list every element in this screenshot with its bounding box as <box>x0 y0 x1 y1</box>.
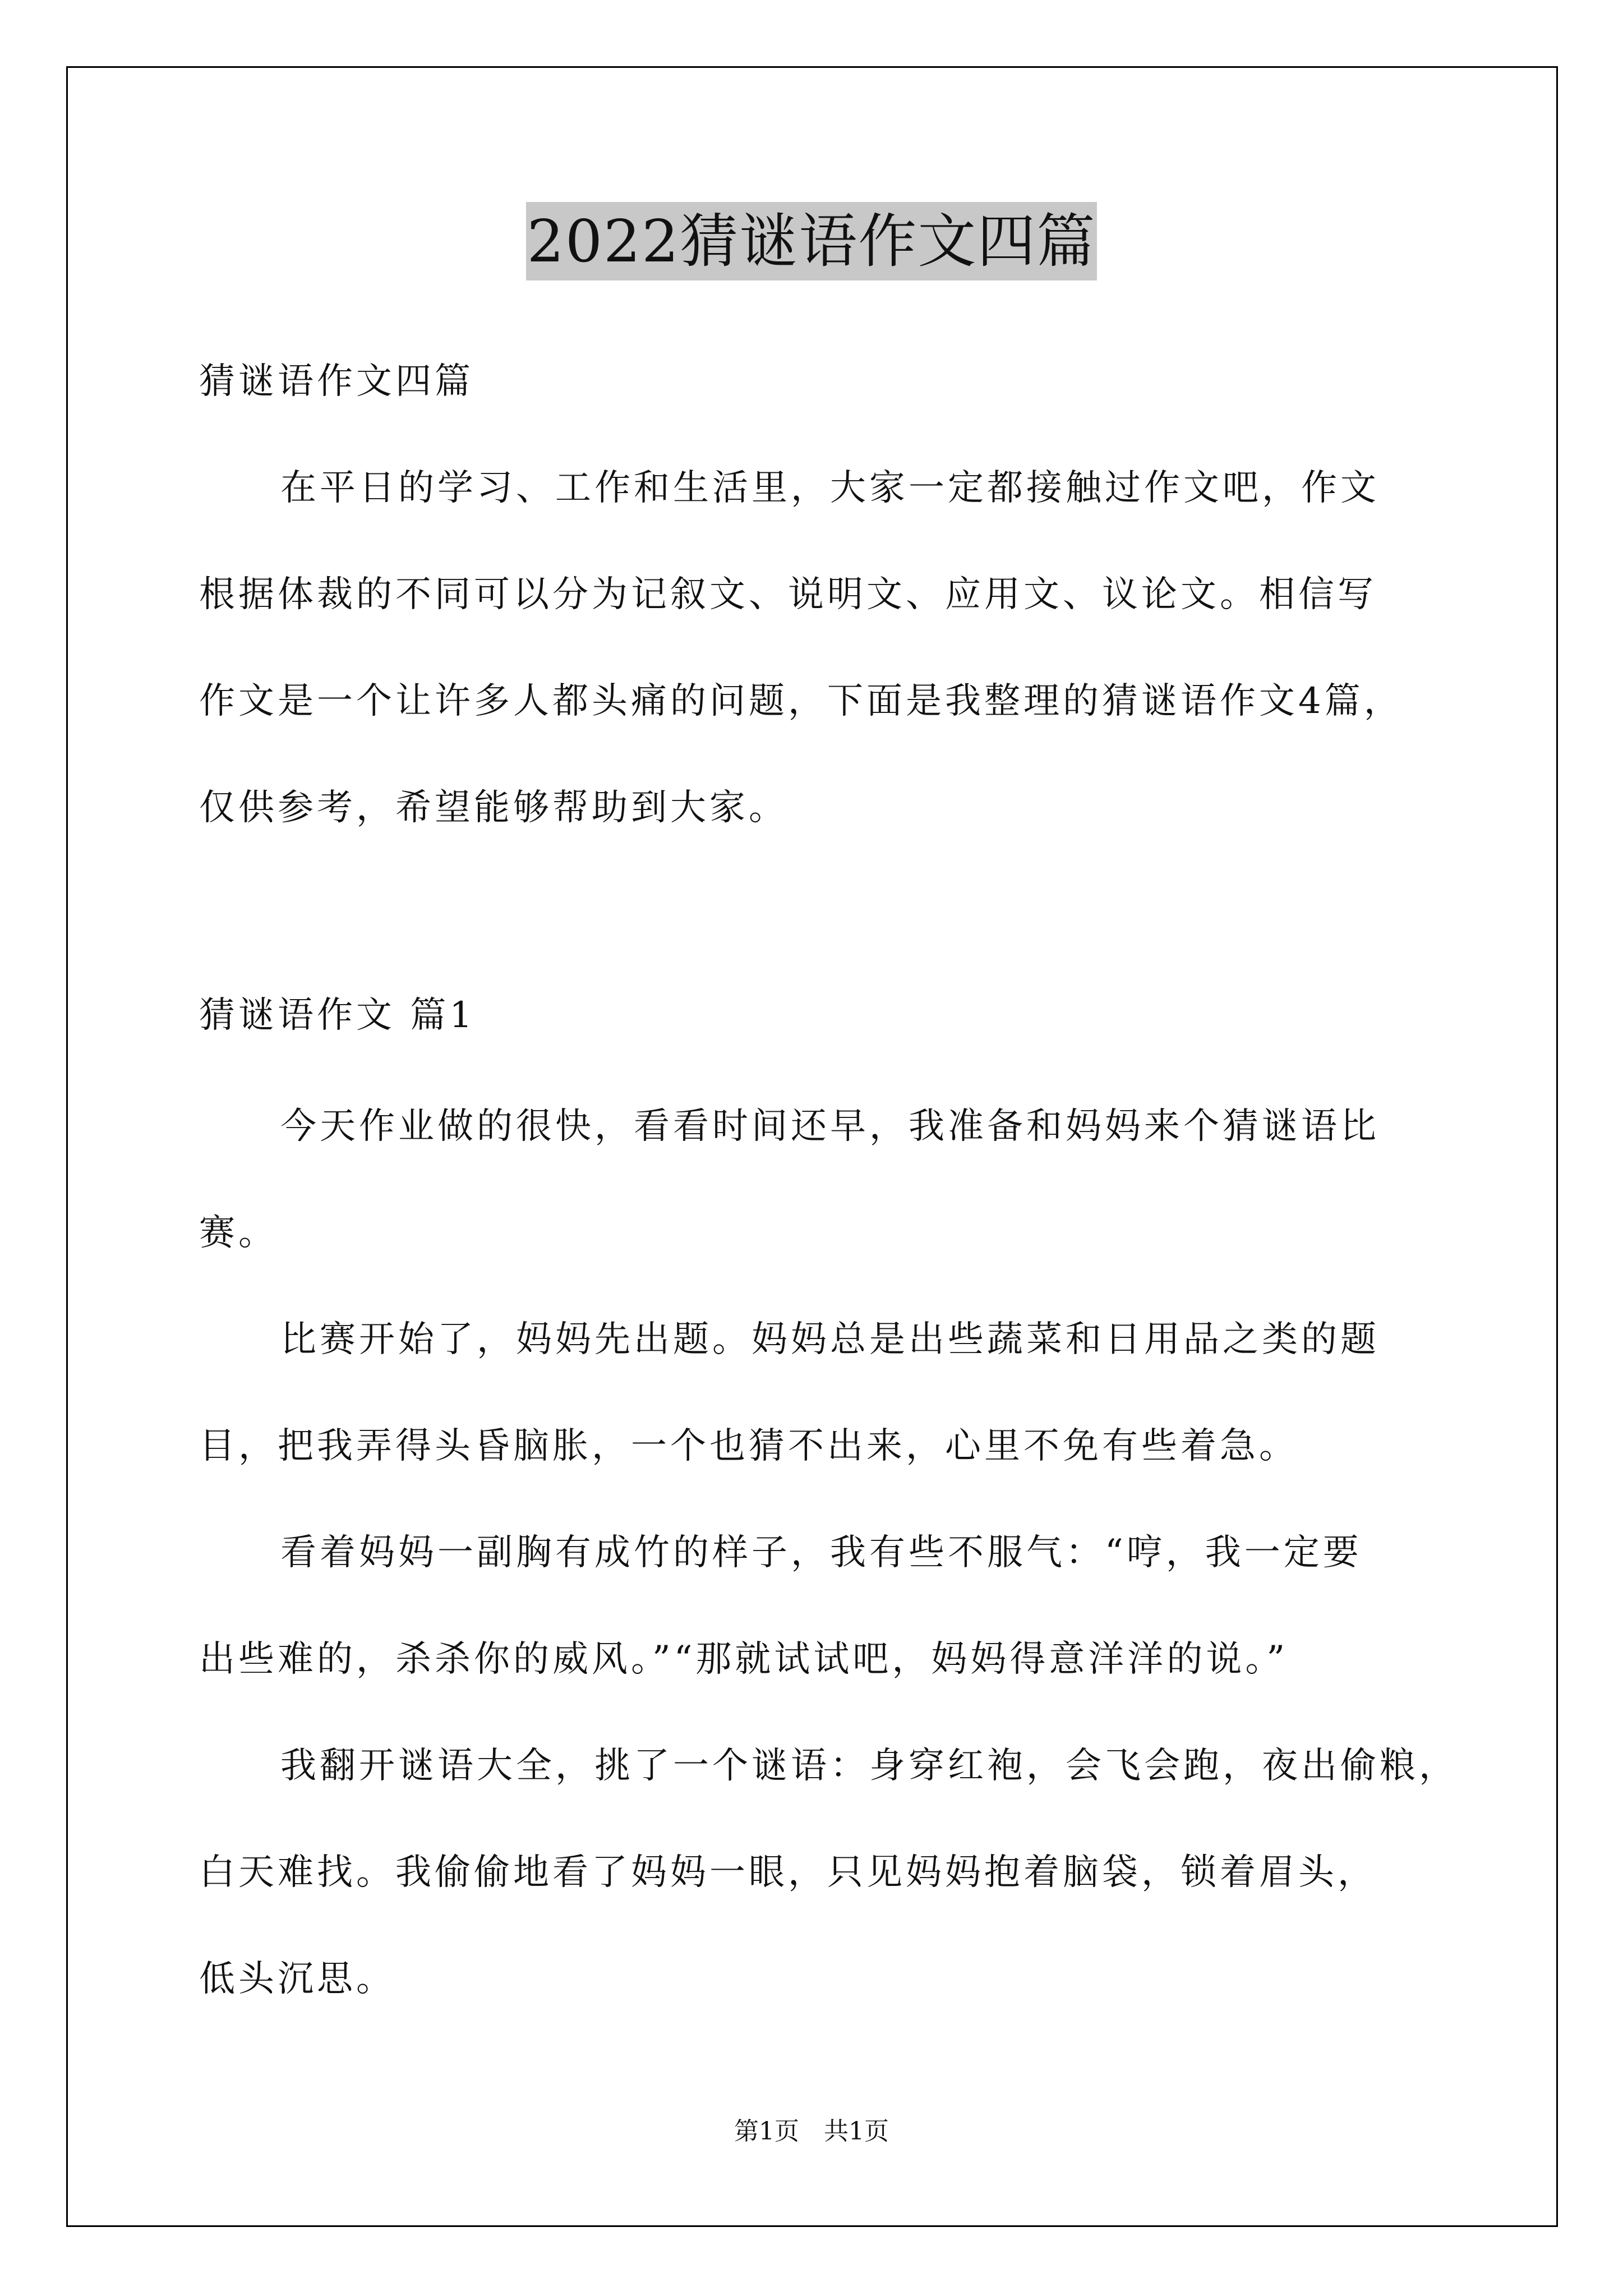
intro-line: 根据体裁的不同可以分为记叙文、说明文、应用文、议论文。相信写 <box>199 574 1377 615</box>
body-line: 低头沉思。 <box>199 1958 395 2000</box>
body-line: 比赛开始了，妈妈先出题。妈妈总是出些蔬菜和日用品之类的题 <box>280 1319 1380 1360</box>
body-line: 出些难的，杀杀你的威风。”“那就试试吧，妈妈得意洋洋的说。” <box>199 1639 1289 1680</box>
body-line: 今天作业做的很快，看看时间还早，我准备和妈妈来个猜谜语比 <box>280 1106 1380 1147</box>
body-line: 白天难找。我偷偷地看了妈妈一眼，只见妈妈抱着脑袋，锁着眉头， <box>199 1852 1377 1893</box>
body-line: 我翻开谜语大全，挑了一个谜语：身穿红袍，会飞会跑，夜出偷粮， <box>280 1745 1458 1787</box>
intro-line: 仅供参考，希望能够帮助到大家。 <box>199 787 788 829</box>
subtitle: 猜谜语作文四篇 <box>199 361 474 402</box>
body-line: 看着妈妈一副胸有成竹的样子，我有些不服气：“哼，我一定要 <box>280 1532 1362 1573</box>
body-line: 赛。 <box>199 1212 278 1254</box>
page-footer: 第1页 共1页 <box>734 2117 889 2146</box>
document-title: 2022猜谜语作文四篇 <box>526 202 1098 280</box>
intro-line: 在平日的学习、工作和生活里，大家一定都接触过作文吧，作文 <box>280 467 1380 509</box>
intro-line: 作文是一个让许多人都头痛的问题，下面是我整理的猜谜语作文4篇， <box>199 680 1403 722</box>
section-heading: 猜谜语作文 篇1 <box>199 995 476 1036</box>
title-container <box>0 202 1623 280</box>
body-line: 目，把我弄得头昏脑胀，一个也猜不出来，心里不免有些着急。 <box>199 1425 1298 1467</box>
